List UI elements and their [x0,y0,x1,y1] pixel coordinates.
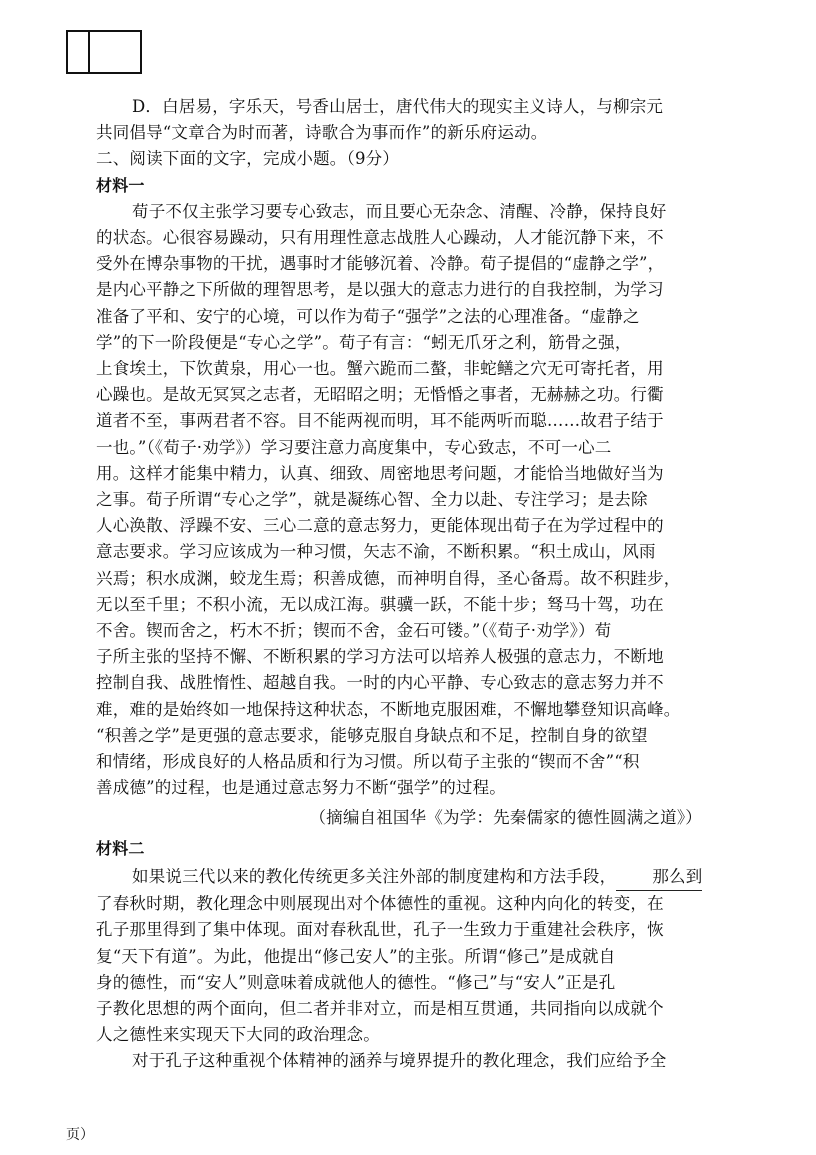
material-1-line: 之事。荀子所谓“专心之学”，就是凝练心智、全力以赴、专注学习；是去除 [96,490,648,510]
material-2-line: 身的德性，而“安人”则意味着成就他人的德性。“修己”与“安人”正是孔 [96,972,616,992]
material-2-line: 复“天下有道”。为此，他提出“修己安人”的主张。所谓“修己”是成就自 [96,946,616,966]
material-2-heading: 材料二 [96,838,145,858]
option-d-line-2: 共同倡导“文章合为时而著，诗歌合为事而作”的新乐府运动。 [96,123,548,143]
material-1-line: 难，难的是始终如一地保持这种状态，不断地克服困难，不懈地攀登知识高峰。 [96,699,681,719]
material-1-line: 和情绪，形成良好的人格品质和行为习惯。所以荀子主张的“锲而不舍”“积 [96,752,640,772]
material-1-line: 学”的下一阶段便是“专心之学”。荀子有言：“蚓无爪牙之利，筋骨之强， [96,332,632,352]
material-1-heading: 材料一 [96,175,145,195]
material-2-line: 子教化思想的两个面向，但二者并非对立，而是相互贯通，共同指向以成就个 [96,998,664,1018]
material-2-line: 孔子那里得到了集中体现。面对春秋乱世，孔子一生致力于重建社会秩序，恢 [96,920,664,940]
material-2-para-2: 对于孔子这种重视个体精神的涵养与境界提升的教化理念，我们应给予全 [132,1051,667,1071]
handwritten-underline-mark: 那么到 [616,864,702,891]
material-1-line: 用。这样才能集中精力，认真、细致、周密地思考问题，才能恰当地做好当为 [96,463,664,483]
material-1-body [96,199,708,802]
material-1-line: 子所主张的坚持不懈、不断积累的学习方法可以培养人极强的意志力，不断地 [96,647,664,667]
answer-box [66,30,142,74]
document-page [96,94,708,1075]
material-1-line: 控制自我、战胜惰性、超越自我。一时的内心平静、专心致志的意志努力并不 [96,673,664,693]
material-1-line: 是内心平静之下所做的理智思考，是以强大的意志力进行的自我控制，为学习 [96,280,664,300]
option-d-line-1: D．白居易，字乐天，号香山居士，唐代伟大的现实主义诗人，与柳宗元 [132,97,664,116]
material-1-line: 不舍。锲而舍之，朽木不折；锲而不舍，金石可镂。”（《荀子·劝学》）荀 [96,621,612,641]
material-1-line: 的状态。心很容易躁动，只有用理性意志战胜人心躁动，人才能沉静下来，不 [96,228,664,248]
material-1-line: 心躁也。是故无冥冥之志者，无昭昭之明；无惛惛之事者，无赫赫之功。行衢 [96,385,664,405]
material-1-source: （摘编自祖国华《为学：先秦儒家的德性圆满之道》） [309,808,702,828]
material-1-line: 道者不至，事两君者不容。目不能两视而明，耳不能两听而聪……故君子结于 [96,411,664,431]
page-footer: 页） [66,1127,94,1143]
answer-box-divider [88,32,90,72]
material-1-line: “积善之学”是更强的意志要求，能够克服自身缺点和不足，控制自身的欲望 [96,725,648,745]
material-2-body [96,864,708,1075]
material-1-line: 人心涣散、浮躁不安、三心二意的意志努力，更能体现出荀子在为学过程中的 [96,516,664,536]
material-1-line: 善成德”的过程，也是通过意志努力不断“强学”的过程。 [96,778,507,798]
material-1-line: 意志要求。学习应该成为一种习惯，矢志不渝，不断积累。“积土成山，风雨 [96,542,656,562]
material-1-line: 准备了平和、安宁的心境，可以作为荀子“强学”之法的心理准备。“虚静之 [96,306,640,326]
section-2-title: 二、阅读下面的文字，完成小题。（9分） [96,149,400,169]
material-1-line: 一也。”（《荀子·劝学》）学习要注意力高度集中，专心致志，不可一心二 [96,437,612,457]
material-2-line [96,864,708,891]
material-2-line-1-prefix: 如果说三代以来的教化传统更多关注外部的制度建构和方法手段， [132,866,617,886]
material-1-line: 受外在博杂事物的干扰，遇事时才能够沉着、冷静。荀子提倡的“虚静之学”， [96,254,665,274]
material-1-line: 无以至千里；不积小流，无以成江海。骐骥一跃，不能十步；驽马十驾，功在 [96,594,664,614]
material-2-line: 人之德性来实现天下大同的政治理念。 [96,1025,380,1045]
material-1-line: 上食埃土，下饮黄泉，用心一也。蟹六跪而二螯，非蛇鳝之穴无可寄托者，用 [96,359,664,379]
material-1-line: 荀子不仅主张学习要专心致志，而且要心无杂念、清醒、冷静，保持良好 [132,201,667,221]
material-1-line: 兴焉；积水成渊，蛟龙生焉；积善成德，而神明自得，圣心备焉。故不积跬步， [96,568,681,588]
material-2-line: 了春秋时期，教化理念中则展现出对个体德性的重视。这种内向化的转变，在 [96,894,664,914]
